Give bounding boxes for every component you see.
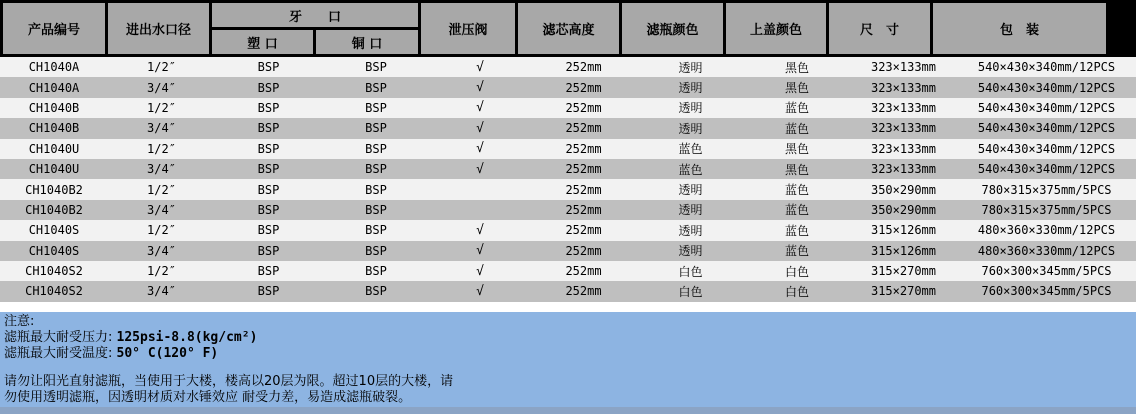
cell-bottle-color: 透明: [678, 244, 703, 259]
cell-thread-copper: BSP: [365, 121, 387, 136]
cell-dimensions: 323×133mm: [870, 80, 937, 95]
cell-packaging: 540×430×340mm/12PCS: [977, 141, 1116, 156]
cell-cartridge-height: 252mm: [565, 223, 602, 238]
cell-thread-copper: BSP: [365, 223, 387, 238]
cell-thread-copper: BSP: [365, 141, 387, 156]
cell-packaging: 540×430×340mm/12PCS: [977, 80, 1116, 95]
cell-port-size: 3/4″: [147, 284, 176, 299]
table-row: [0, 98, 1136, 118]
cell-bottle-color: 白色: [678, 284, 703, 299]
cell-relief-valve: √: [476, 222, 484, 238]
cell-cartridge-height: 252mm: [565, 264, 602, 279]
cell-thread-plastic: BSP: [257, 202, 280, 217]
cell-bottle-color: 透明: [678, 121, 703, 136]
cell-dimensions: 323×133mm: [870, 100, 937, 115]
sunlight-warning-line1: 请勿让阳光直射滤瓶，当使用于大楼，楼高以20层为限。超过10层的大楼，请: [4, 374, 454, 389]
table-body: [0, 57, 1136, 302]
cell-thread-copper: BSP: [365, 100, 387, 115]
cell-cartridge-height: 252mm: [565, 202, 602, 217]
max-temperature-note: [4, 346, 1136, 362]
cell-relief-valve: √: [476, 141, 484, 157]
cell-packaging: 540×430×340mm/12PCS: [977, 162, 1116, 177]
max-pressure-note: [4, 330, 1136, 346]
cell-cartridge-height: 252mm: [565, 284, 602, 299]
header-dimensions: 尺 寸: [829, 3, 930, 54]
header-bottle-color: 滤瓶颜色: [622, 3, 723, 54]
cell-relief-valve: √: [476, 161, 484, 177]
cell-port-size: 1/2″: [147, 182, 176, 197]
cell-thread-plastic: BSP: [257, 80, 280, 95]
header-packaging: 包 装: [933, 3, 1106, 54]
cell-port-size: 1/2″: [147, 141, 176, 156]
cell-packaging: 480×360×330mm/12PCS: [977, 243, 1116, 258]
header-port-size: 进出水口径: [108, 3, 209, 54]
cell-product-code: CH1040S2: [25, 264, 83, 279]
cell-dimensions: 315×126mm: [870, 243, 937, 258]
cell-cap-color: 蓝色: [784, 203, 809, 218]
cell-cartridge-height: 252mm: [565, 162, 602, 177]
cell-port-size: 3/4″: [147, 80, 176, 95]
cell-port-size: 1/2″: [147, 264, 176, 279]
cell-product-code: CH1040S2: [25, 284, 83, 299]
cell-cap-color: 白色: [784, 264, 809, 279]
table-row: [0, 139, 1136, 159]
cell-packaging: 780×315×375mm/5PCS: [981, 182, 1112, 197]
cell-thread-plastic: BSP: [257, 182, 280, 197]
cell-thread-copper: BSP: [365, 202, 387, 217]
cell-packaging: 760×300×345mm/5PCS: [981, 284, 1112, 299]
cell-thread-plastic: BSP: [257, 60, 280, 75]
cell-bottle-color: 透明: [678, 60, 703, 75]
cell-thread-plastic: BSP: [257, 121, 280, 136]
cell-cap-color: 黑色: [784, 142, 809, 157]
header-relief-valve: 泄压阀: [421, 3, 515, 54]
cell-product-code: CH1040B: [28, 121, 80, 136]
cell-cap-color: 白色: [784, 284, 809, 299]
notes-panel: [0, 312, 1136, 407]
cell-relief-valve: √: [476, 59, 484, 75]
cell-dimensions: 323×133mm: [870, 60, 937, 75]
cell-dimensions: 323×133mm: [870, 162, 937, 177]
cell-port-size: 3/4″: [147, 202, 176, 217]
cell-packaging: 760×300×345mm/5PCS: [981, 264, 1112, 279]
cell-bottle-color: 白色: [678, 264, 703, 279]
cell-cartridge-height: 252mm: [565, 243, 602, 258]
notes-title: 注意:: [4, 314, 35, 329]
cell-relief-valve: √: [476, 80, 484, 96]
cell-relief-valve: √: [476, 283, 484, 299]
table-row: [0, 57, 1136, 77]
cell-relief-valve: √: [476, 263, 484, 279]
notes-spacer: [4, 362, 1136, 374]
cell-bottle-color: 透明: [678, 223, 703, 238]
table-row: [0, 220, 1136, 240]
cell-dimensions: 350×290mm: [870, 202, 937, 217]
cell-port-size: 1/2″: [147, 100, 176, 115]
cell-cap-color: 蓝色: [784, 183, 809, 198]
cell-relief-valve: √: [476, 243, 484, 259]
cell-relief-valve: √: [476, 120, 484, 136]
cell-port-size: 1/2″: [147, 223, 176, 238]
cell-dimensions: 315×270mm: [870, 284, 937, 299]
header-thread: 牙 口: [212, 3, 418, 27]
sunlight-warning-line2: 勿使用透明滤瓶，因透明材质对水锤效应 耐受力差，易造成滤瓶破裂。: [4, 390, 412, 405]
table-row: [0, 261, 1136, 281]
cell-cap-color: 黑色: [784, 162, 809, 177]
cell-product-code: CH1040U: [28, 162, 80, 177]
cell-thread-copper: BSP: [365, 182, 387, 197]
cell-product-code: CH1040A: [28, 80, 80, 95]
cell-dimensions: 315×126mm: [870, 223, 937, 238]
cell-thread-copper: BSP: [365, 243, 387, 258]
cell-thread-copper: BSP: [365, 284, 387, 299]
cell-cap-color: 蓝色: [784, 121, 809, 136]
cell-packaging: 780×315×375mm/5PCS: [981, 202, 1112, 217]
table-row: [0, 281, 1136, 301]
cell-dimensions: 323×133mm: [870, 121, 937, 136]
cell-cartridge-height: 252mm: [565, 60, 602, 75]
cell-cartridge-height: 252mm: [565, 100, 602, 115]
cell-thread-plastic: BSP: [257, 162, 280, 177]
bottom-strip: [0, 407, 1136, 414]
cell-thread-copper: BSP: [365, 60, 387, 75]
cell-product-code: CH1040B2: [25, 202, 83, 217]
header-thread-plastic: 塑 口: [212, 30, 313, 54]
cell-port-size: 3/4″: [147, 243, 176, 258]
cell-bottle-color: 透明: [678, 101, 703, 116]
cell-thread-plastic: BSP: [257, 243, 280, 258]
cell-product-code: CH1040B2: [25, 182, 83, 197]
cell-cartridge-height: 252mm: [565, 141, 602, 156]
cell-dimensions: 323×133mm: [870, 141, 937, 156]
cell-cartridge-height: 252mm: [565, 121, 602, 136]
cell-packaging: 540×430×340mm/12PCS: [977, 121, 1116, 136]
cell-product-code: CH1040S: [28, 243, 80, 258]
table-header: [0, 0, 1136, 57]
cell-cartridge-height: 252mm: [565, 182, 602, 197]
cell-relief-valve: √: [476, 100, 484, 116]
cell-port-size: 1/2″: [147, 60, 176, 75]
table-row: [0, 200, 1136, 220]
max-temperature-value: 50° C(120° F): [116, 346, 219, 361]
cell-bottle-color: 透明: [678, 183, 703, 198]
cell-cap-color: 蓝色: [784, 244, 809, 259]
cell-thread-copper: BSP: [365, 162, 387, 177]
cell-thread-plastic: BSP: [257, 264, 280, 279]
cell-packaging: 540×430×340mm/12PCS: [977, 60, 1116, 75]
cell-cap-color: 蓝色: [784, 101, 809, 116]
cell-bottle-color: 蓝色: [678, 142, 703, 157]
cell-thread-plastic: BSP: [257, 100, 280, 115]
header-cartridge-height: 滤芯高度: [518, 3, 619, 54]
cell-cap-color: 黑色: [784, 81, 809, 96]
table-row: [0, 159, 1136, 179]
cell-thread-plastic: BSP: [257, 223, 280, 238]
cell-cap-color: 黑色: [784, 60, 809, 75]
cell-dimensions: 350×290mm: [870, 182, 937, 197]
cell-cartridge-height: 252mm: [565, 80, 602, 95]
cell-product-code: CH1040A: [28, 60, 80, 75]
cell-port-size: 3/4″: [147, 162, 176, 177]
header-cap-color: 上盖颜色: [726, 3, 826, 54]
max-pressure-label: 滤瓶最大耐受压力:: [4, 330, 117, 345]
cell-product-code: CH1040B: [28, 100, 80, 115]
cell-dimensions: 315×270mm: [870, 264, 937, 279]
cell-thread-copper: BSP: [365, 264, 387, 279]
table-row: [0, 77, 1136, 97]
cell-thread-plastic: BSP: [257, 284, 280, 299]
cell-product-code: CH1040U: [28, 141, 80, 156]
cell-packaging: 480×360×330mm/12PCS: [977, 223, 1116, 238]
cell-bottle-color: 透明: [678, 81, 703, 96]
header-product-code: 产品编号: [3, 3, 105, 54]
cell-product-code: CH1040S: [28, 223, 80, 238]
cell-thread-plastic: BSP: [257, 141, 280, 156]
table-row: [0, 118, 1136, 138]
cell-port-size: 3/4″: [147, 121, 176, 136]
max-pressure-value: 125psi-8.8(kg/cm²): [116, 330, 258, 345]
cell-packaging: 540×430×340mm/12PCS: [977, 100, 1116, 115]
table-row: [0, 179, 1136, 199]
cell-bottle-color: 透明: [678, 203, 703, 218]
cell-bottle-color: 蓝色: [678, 162, 703, 177]
cell-cap-color: 蓝色: [784, 223, 809, 238]
header-thread-copper: 铜 口: [316, 30, 418, 54]
table-row: [0, 241, 1136, 261]
cell-thread-copper: BSP: [365, 80, 387, 95]
max-temperature-label: 滤瓶最大耐受温度:: [4, 346, 117, 361]
